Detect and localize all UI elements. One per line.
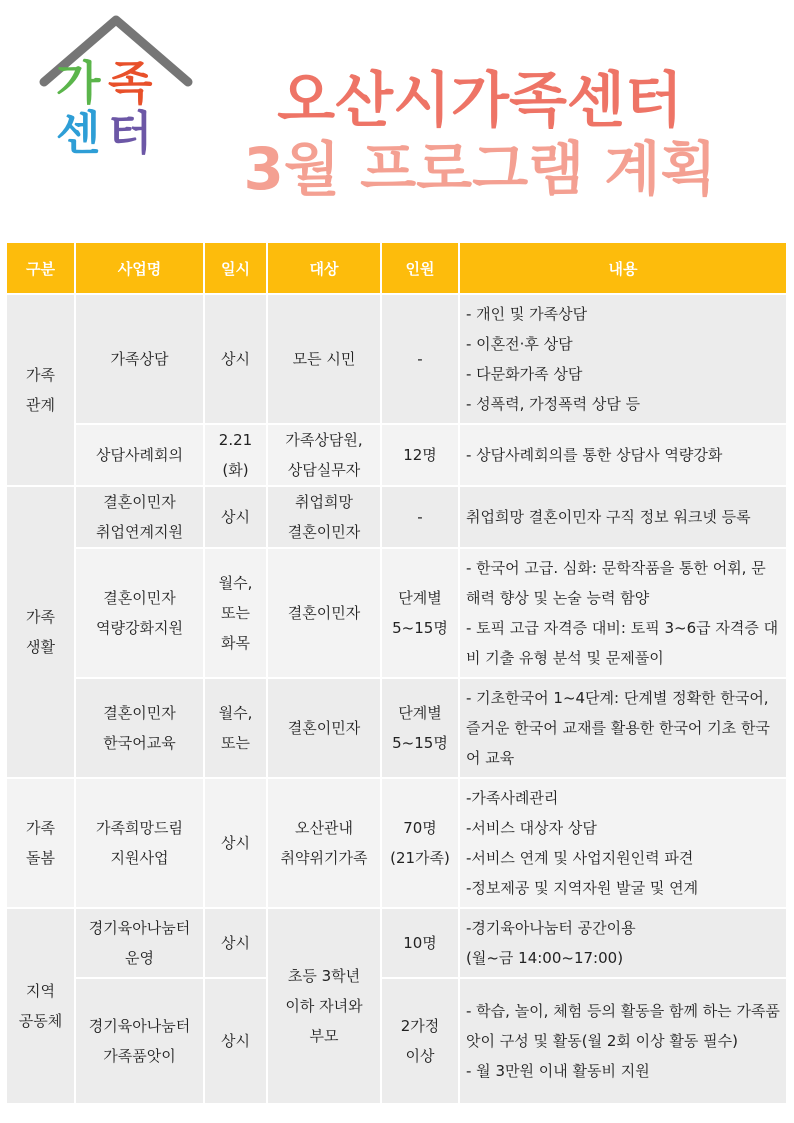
category-cell — [6, 486, 75, 778]
logo-char-ga: 가 — [56, 56, 101, 110]
category-cell — [6, 778, 75, 908]
program-name-cell: 가족희망드림 지원사업 — [75, 778, 204, 908]
target-cell: 초등 3학년 이하 자녀와 부모 — [267, 908, 381, 1104]
date-cell: 상시 — [204, 908, 267, 978]
count-cell: 단계별 5~15명 — [381, 678, 459, 778]
table-header-row — [6, 242, 787, 294]
date-cell: 상시 — [204, 778, 267, 908]
target-cell: 취업희망 결혼이민자 — [267, 486, 381, 548]
count-cell: - — [381, 294, 459, 424]
table-row — [6, 678, 787, 778]
content-line: -가족사례관리 — [466, 789, 559, 807]
content-line: - 성폭력, 가정폭력 상담 등 — [466, 395, 641, 413]
content-line: - 개인 및 가족상담 — [466, 305, 588, 323]
header-date: 일시 — [204, 242, 267, 294]
content-cell — [459, 778, 787, 908]
category-label: 지역 공동체 — [18, 982, 63, 1030]
logo-char-sen: 센 — [56, 106, 101, 160]
target-cell: 오산관내 취약위기가족 — [267, 778, 381, 908]
content-line: - 학습, 놀이, 체험 등의 활동을 함께 하는 가족품앗이 구성 및 활동(월 2회 이상 활동 필수) — [466, 1002, 780, 1050]
content-line: -서비스 대상자 상담 — [466, 819, 597, 837]
header-category: 구분 — [6, 242, 75, 294]
count-cell: 단계별 5~15명 — [381, 548, 459, 678]
content-cell — [459, 486, 787, 548]
table-row — [6, 548, 787, 678]
date-cell: 월수, 또는 — [204, 678, 267, 778]
program-table — [5, 241, 788, 1105]
content-line: (월~금 14:00~17:00) — [466, 949, 624, 967]
program-name-cell: 경기육아나눔터 운영 — [75, 908, 204, 978]
count-cell: 10명 — [381, 908, 459, 978]
table-row — [6, 486, 787, 548]
content-line: 취업희망 결혼이민자 구직 정보 워크넷 등록 — [466, 508, 751, 526]
content-line: - 한국어 고급. 심화: 문학작품을 통한 어휘, 문해력 향상 및 논술 능력 함양 — [466, 559, 766, 607]
program-name-cell: 결혼이민자 역량강화지원 — [75, 548, 204, 678]
logo — [36, 12, 196, 172]
header-count: 인원 — [381, 242, 459, 294]
content-cell — [459, 548, 787, 678]
header-content: 내용 — [459, 242, 787, 294]
logo-char-jok: 족 — [108, 56, 153, 110]
program-name-cell: 상담사례회의 — [75, 424, 204, 486]
table-row — [6, 908, 787, 978]
content-line: -서비스 연계 및 사업지원인력 파견 — [466, 849, 694, 867]
content-line: - 다문화가족 상담 — [466, 365, 583, 383]
program-name-cell: 결혼이민자 한국어교육 — [75, 678, 204, 778]
content-line: - 이혼전·후 상담 — [466, 335, 573, 353]
target-cell: 모든 시민 — [267, 294, 381, 424]
content-cell — [459, 424, 787, 486]
category-label: 가족 돌봄 — [26, 819, 55, 867]
header-target: 대상 — [267, 242, 381, 294]
page-title: 오산시가족센터 — [277, 66, 683, 136]
target-cell: 결혼이민자 — [267, 678, 381, 778]
date-cell: 상시 — [204, 486, 267, 548]
logo-char-teo: 터 — [108, 106, 153, 160]
header-program-name: 사업명 — [75, 242, 204, 294]
table-row — [6, 778, 787, 908]
content-cell — [459, 908, 787, 978]
program-name-cell: 가족상담 — [75, 294, 204, 424]
content-line: - 기초한국어 1~4단계: 단계별 정확한 한국어, 즐거운 한국어 교재를 활용한 한국어 기초 한국어 교육 — [466, 689, 770, 767]
content-cell — [459, 978, 787, 1104]
target-cell: 결혼이민자 — [267, 548, 381, 678]
count-cell: - — [381, 486, 459, 548]
date-cell: 월수, 또는 화목 — [204, 548, 267, 678]
count-cell: 12명 — [381, 424, 459, 486]
category-cell — [6, 908, 75, 1104]
content-cell — [459, 678, 787, 778]
content-line: -경기육아나눔터 공간이용 — [466, 919, 636, 937]
category-cell — [6, 294, 75, 486]
table-row — [6, 978, 787, 1104]
count-cell: 2가정 이상 — [381, 978, 459, 1104]
content-line: - 상담사례회의를 통한 상담사 역량강화 — [466, 446, 723, 464]
category-label: 가족 관계 — [26, 366, 55, 414]
page-subtitle: 3월 프로그램 계획 — [243, 135, 717, 203]
category-label: 가족 생활 — [26, 608, 55, 656]
content-line: -정보제공 및 지역자원 발굴 및 연계 — [466, 879, 699, 897]
count-cell: 70명 (21가족) — [381, 778, 459, 908]
program-name-cell: 결혼이민자 취업연계지원 — [75, 486, 204, 548]
content-cell — [459, 294, 787, 424]
table-row — [6, 294, 787, 424]
date-cell: 2.21 (화) — [204, 424, 267, 486]
table-row — [6, 424, 787, 486]
content-line: - 토픽 고급 자격증 대비: 토픽 3~6급 자격증 대비 기출 유형 분석 및 문제풀이 — [466, 619, 779, 667]
program-name-cell: 경기육아나눔터 가족품앗이 — [75, 978, 204, 1104]
date-cell: 상시 — [204, 294, 267, 424]
date-cell: 상시 — [204, 978, 267, 1104]
target-cell: 가족상담원, 상담실무자 — [267, 424, 381, 486]
content-line: - 월 3만원 이내 활동비 지원 — [466, 1062, 650, 1080]
